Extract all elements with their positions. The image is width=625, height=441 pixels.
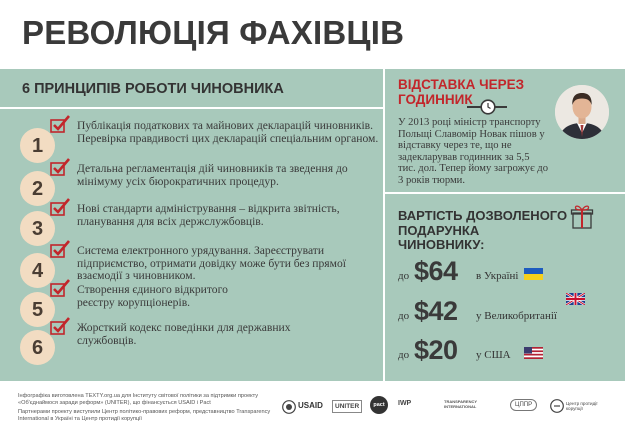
gift-icon bbox=[570, 203, 594, 229]
gift-country: у Великобританії bbox=[476, 310, 557, 322]
gift-prefix: до bbox=[398, 270, 410, 282]
footer-credits-line-1: Інфографіка виготовлена TEXTY.org.ua для Інституту світової політики за підтримки проекту «Об'єднаймося заради реформ» (UNITER), що фінансується USAID і Pact bbox=[18, 393, 259, 406]
ti-logo-text: TRANSPARENCY INTERNATIONAL bbox=[444, 399, 477, 409]
checkbox-checked-icon bbox=[50, 239, 72, 261]
uniter-logo-text: UNITER bbox=[332, 400, 362, 413]
right-divider bbox=[385, 192, 625, 194]
principle-text: Створення єдиного відкритого реєстру корупціонерів. bbox=[77, 283, 228, 309]
principle-number: 1 bbox=[20, 128, 55, 163]
gift-prefix: до bbox=[398, 310, 410, 322]
portrait-photo bbox=[555, 85, 609, 139]
page-title: РЕВОЛЮЦІЯ ФАХІВЦІВ bbox=[22, 14, 405, 51]
clock-icon bbox=[480, 99, 496, 115]
uk-flag-icon bbox=[566, 293, 585, 305]
ccpr-logo-text: ЦППР bbox=[510, 399, 537, 411]
gift-amount: $20 bbox=[414, 335, 458, 365]
principle-text: Жорсткий кодекс поведінки для державних службовців. bbox=[77, 321, 291, 347]
header bbox=[0, 0, 625, 69]
checkbox-checked-icon bbox=[50, 114, 72, 136]
resignation-story: У 2013 році міністр транспорту Польщі Славомір Новак пішов у відставку через те, що не задекларував годинник за 5,5 тис. дол. Тепер йому загрожує до 3 років тюрми. bbox=[398, 117, 548, 186]
usaid-logo-text: USAID bbox=[298, 401, 323, 410]
portrait-photo-graphic bbox=[555, 85, 609, 139]
principles-heading: 6 ПРИНЦИПІВ РОБОТИ ЧИНОВНИКА bbox=[22, 81, 284, 97]
gift-row bbox=[398, 298, 618, 332]
anticorruption-seal-icon bbox=[550, 399, 564, 413]
partner-logos bbox=[278, 394, 618, 424]
checkbox-checked-icon bbox=[50, 157, 72, 179]
gift-row bbox=[398, 258, 618, 292]
iwp-logo bbox=[398, 398, 428, 422]
gift-row bbox=[398, 337, 618, 371]
pact-logo bbox=[370, 394, 390, 418]
principle-text: Система електронного урядування. Зареєструвати підприємство, отримати довідку може бути без прямої взаємодії з чиновником. bbox=[77, 244, 346, 283]
gift-country: у США bbox=[476, 349, 511, 361]
ukraine-flag-icon bbox=[524, 268, 543, 280]
checkbox-checked-icon bbox=[50, 316, 72, 338]
gift-amount: $64 bbox=[414, 256, 458, 286]
principle-number: 5 bbox=[20, 292, 55, 327]
vertical-divider bbox=[383, 69, 385, 381]
uniter-logo bbox=[332, 400, 360, 424]
checkbox-checked-icon bbox=[50, 197, 72, 219]
resignation-title: ВІДСТАВКА ЧЕРЕЗ ГОДИННИК bbox=[398, 77, 525, 107]
usa-flag-icon bbox=[524, 347, 543, 359]
principles-heading-rule bbox=[0, 107, 383, 109]
principle-number: 2 bbox=[20, 171, 55, 206]
transparency-international-logo bbox=[444, 400, 504, 424]
ccpr-logo bbox=[510, 399, 542, 423]
usaid-logo bbox=[282, 398, 326, 422]
principle-text: Нові стандарти адміністрування – відкрита звітність, планування для всіх держслужбовців. bbox=[77, 202, 340, 228]
checkbox-checked-icon bbox=[50, 278, 72, 300]
gift-title: ВАРТІСТЬ ДОЗВОЛЕНОГО ПОДАРУНКА ЧИНОВНИКУ: bbox=[398, 208, 568, 253]
footer-credits-line-2: Партнерами проекту виступили Центр політико-правових реформ, представництво Transparency International в Україні та Центр протидії корупції bbox=[18, 409, 271, 422]
gift-amount: $42 bbox=[414, 296, 458, 326]
principle-number: 6 bbox=[20, 330, 55, 365]
principle-item bbox=[18, 321, 378, 370]
pact-logo-text: pact bbox=[370, 396, 388, 414]
principle-number: 4 bbox=[20, 253, 55, 288]
footer-credits bbox=[18, 393, 283, 423]
aac-logo-text: Центр протидії корупції bbox=[566, 401, 598, 411]
anticorruption-center-logo bbox=[550, 397, 614, 421]
principle-text: Детальна регламентація дій чиновників та зведення до мінімуму усіх бюрократичних процедур. bbox=[77, 162, 348, 188]
principle-text: Публікація податкових та майнових декларацій чиновників. Перевірка правдивості цих декларацій спеціальним органом. bbox=[77, 119, 379, 145]
iwp-logo-text: IWP bbox=[398, 400, 412, 407]
principle-number: 3 bbox=[20, 211, 55, 246]
gift-prefix: до bbox=[398, 349, 410, 361]
gift-country: в Україні bbox=[476, 270, 519, 282]
usaid-seal-icon bbox=[282, 400, 296, 414]
